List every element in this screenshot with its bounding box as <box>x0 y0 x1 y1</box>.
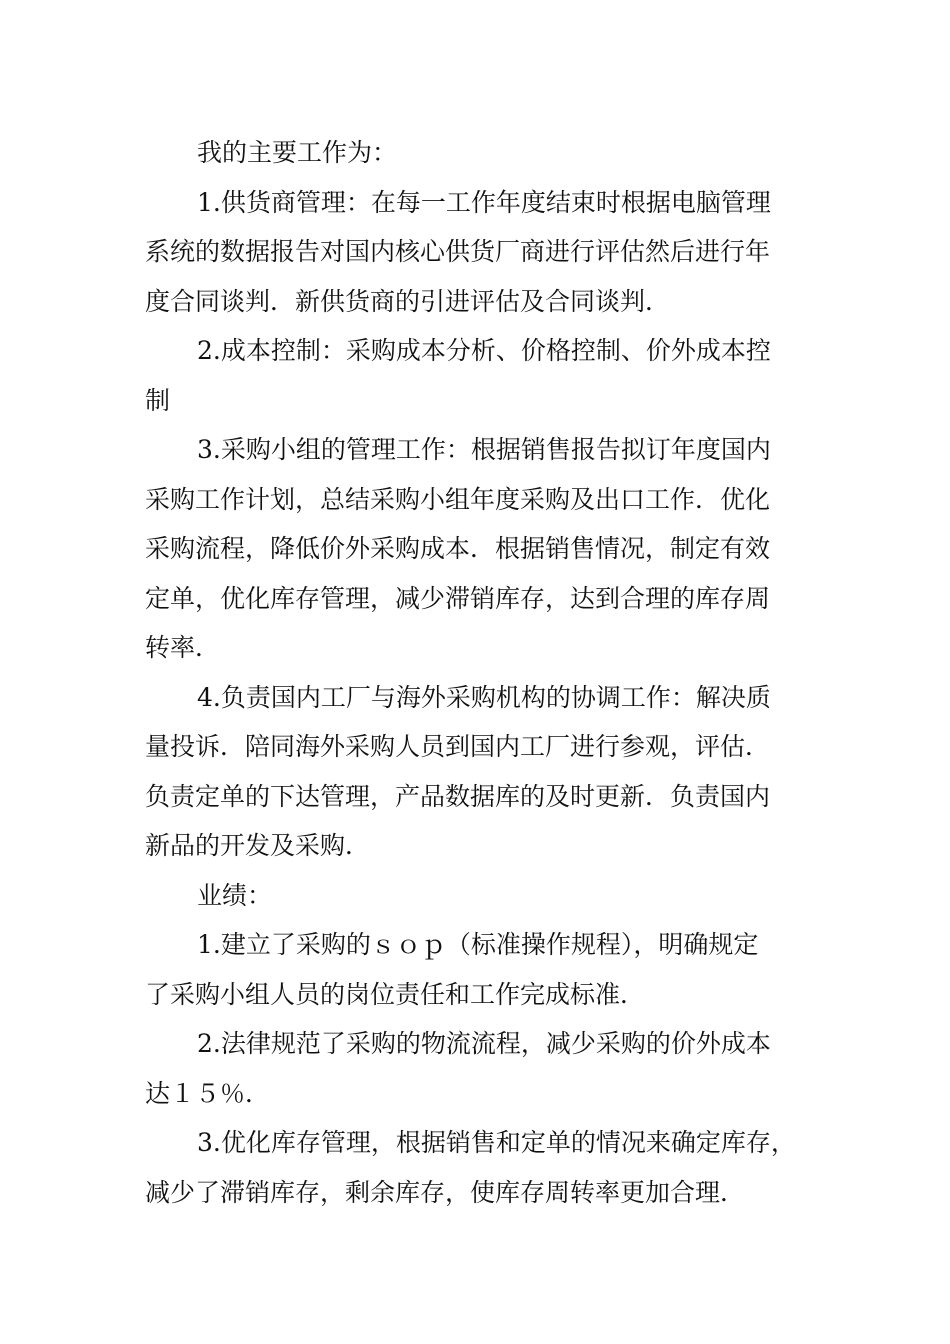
paragraph-heading-main-work: 我的主要工作为： <box>197 138 398 167</box>
paragraph-heading-achievements: 业绩： <box>197 880 273 910</box>
paragraph-line: 负责定单的下达管理，产品数据库的及时更新．负责国内 <box>145 781 771 811</box>
paragraph-line: 1.供货商管理：在每一工作年度结束时根据电脑管理 <box>197 187 771 217</box>
paragraph-line: 2.法律规范了采购的物流流程，减少采购的价外成本 <box>197 1029 771 1058</box>
paragraph-line: 采购工作计划，总结采购小组年度采购及出口工作．优化 <box>145 484 771 514</box>
paragraph-line: 转率． <box>145 633 221 662</box>
paragraph-line: 3.优化库存管理，根据销售和定单的情况来确定库存， <box>197 1128 796 1157</box>
paragraph-line: 2.成本控制：采购成本分析、价格控制、价外成本控 <box>197 336 771 365</box>
document-body <box>145 128 810 1217</box>
paragraph-line: 新品的开发及采购． <box>145 831 371 860</box>
paragraph-line: 3.采购小组的管理工作：根据销售报告拟订年度国内 <box>197 435 771 464</box>
paragraph-line: 系统的数据报告对国内核心供货厂商进行评估然后进行年 <box>145 237 771 266</box>
paragraph-line: 制 <box>145 385 171 415</box>
paragraph-line: 量投诉．陪同海外采购人员到国内工厂进行参观，评估． <box>145 732 771 761</box>
paragraph-line: 1.建立了采购的ｓｏｐ（标准操作规程），明确规定 <box>197 930 759 959</box>
paragraph-line: 达１５％． <box>145 1078 271 1108</box>
paragraph-line: 定单，优化库存管理，减少滞销库存，达到合理的库存周 <box>145 583 771 613</box>
paragraph-line: 了采购小组人员的岗位责任和工作完成标准． <box>145 979 646 1009</box>
paragraph-line: 4.负责国内工厂与海外采购机构的协调工作：解决质 <box>197 682 771 712</box>
paragraph-line: 度合同谈判．新供货商的引进评估及合同谈判． <box>145 286 671 316</box>
paragraph-line: 采购流程，降低价外采购成本．根据销售情况，制定有效 <box>145 534 771 563</box>
paragraph-line: 减少了滞销库存，剩余库存，使库存周转率更加合理． <box>145 1177 746 1207</box>
